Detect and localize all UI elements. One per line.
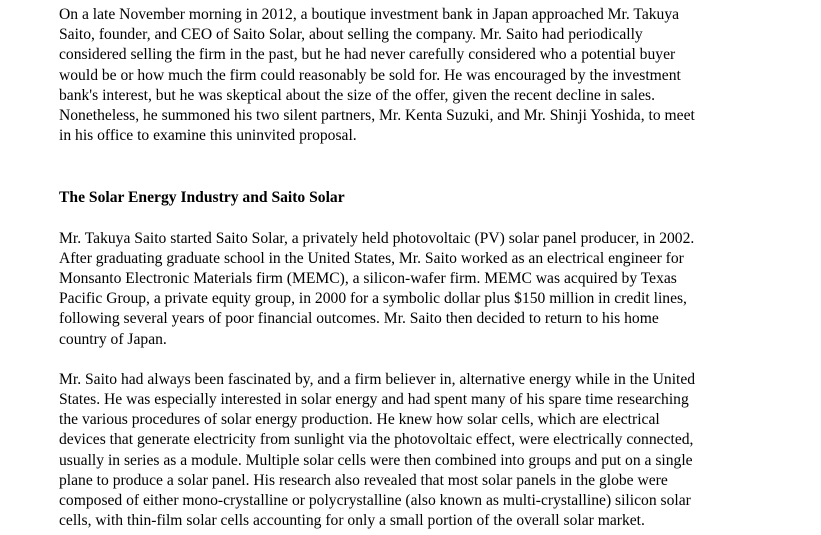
research-paragraph bbox=[59, 370, 789, 532]
intro-paragraph bbox=[59, 5, 789, 146]
intro-line: would be or how much the firm could reasonably be sold for. He was encouraged by the investment bbox=[59, 66, 681, 84]
section-heading: The Solar Energy Industry and Saito Solar bbox=[59, 189, 345, 207]
intro-line: in his office to examine this uninvited proposal. bbox=[59, 127, 357, 145]
research-line: cells, with thin-film solar cells accounting for only a small portion of the overall solar market. bbox=[59, 512, 645, 530]
research-line: composed of either mono-crystalline or polycrystalline (also known as multi-crystalline) silicon solar bbox=[59, 492, 691, 510]
history-line: country of Japan. bbox=[59, 330, 167, 348]
spacer bbox=[59, 146, 789, 188]
history-line: Monsanto Electronic Materials firm (MEMC), a silicon-wafer firm. MEMC was acquired by Texas bbox=[59, 270, 677, 288]
research-line: devices that generate electricity from sunlight via the photovoltaic effect, were electrically connected, bbox=[59, 431, 694, 449]
history-line: Pacific Group, a private equity group, in 2000 for a symbolic dollar plus $150 million in credit lines, bbox=[59, 290, 687, 308]
research-line: plane to produce a solar panel. His research also revealed that most solar panels in the globe were bbox=[59, 471, 668, 489]
research-line: States. He was especially interested in solar energy and had spent many of his spare time researching bbox=[59, 391, 689, 409]
history-line: following several years of poor financial outcomes. Mr. Saito then decided to return to his home bbox=[59, 310, 659, 328]
intro-line: considered selling the firm in the past, but he had never carefully considered who a potential buyer bbox=[59, 46, 676, 64]
history-line: Mr. Takuya Saito started Saito Solar, a privately held photovoltaic (PV) solar panel producer, in 2002. bbox=[59, 229, 695, 247]
intro-line: bank's interest, but he was skeptical about the size of the offer, given the recent decline in sales. bbox=[59, 86, 655, 104]
research-line: Mr. Saito had always been fascinated by, and a firm believer in, alternative energy while in the United bbox=[59, 370, 696, 388]
spacer bbox=[59, 209, 789, 229]
document-page bbox=[59, 5, 789, 531]
spacer bbox=[59, 350, 789, 370]
intro-line: On a late November morning in 2012, a boutique investment bank in Japan approached Mr. Takuya bbox=[59, 6, 680, 23]
research-line: the various procedures of solar energy production. He knew how solar cells, which are electrical bbox=[59, 411, 660, 429]
intro-line: Nonetheless, he summoned his two silent partners, Mr. Kenta Suzuki, and Mr. Shinji Yoshida, to meet bbox=[59, 107, 695, 125]
history-paragraph bbox=[59, 229, 789, 350]
intro-line: Saito, founder, and CEO of Saito Solar, about selling the company. Mr. Saito had periodically bbox=[59, 26, 643, 44]
research-line: usually in series as a module. Multiple solar cells were then combined into groups and put on a single bbox=[59, 451, 693, 469]
history-line: After graduating graduate school in the United States, Mr. Saito worked as an electrical engineer for bbox=[59, 249, 684, 267]
